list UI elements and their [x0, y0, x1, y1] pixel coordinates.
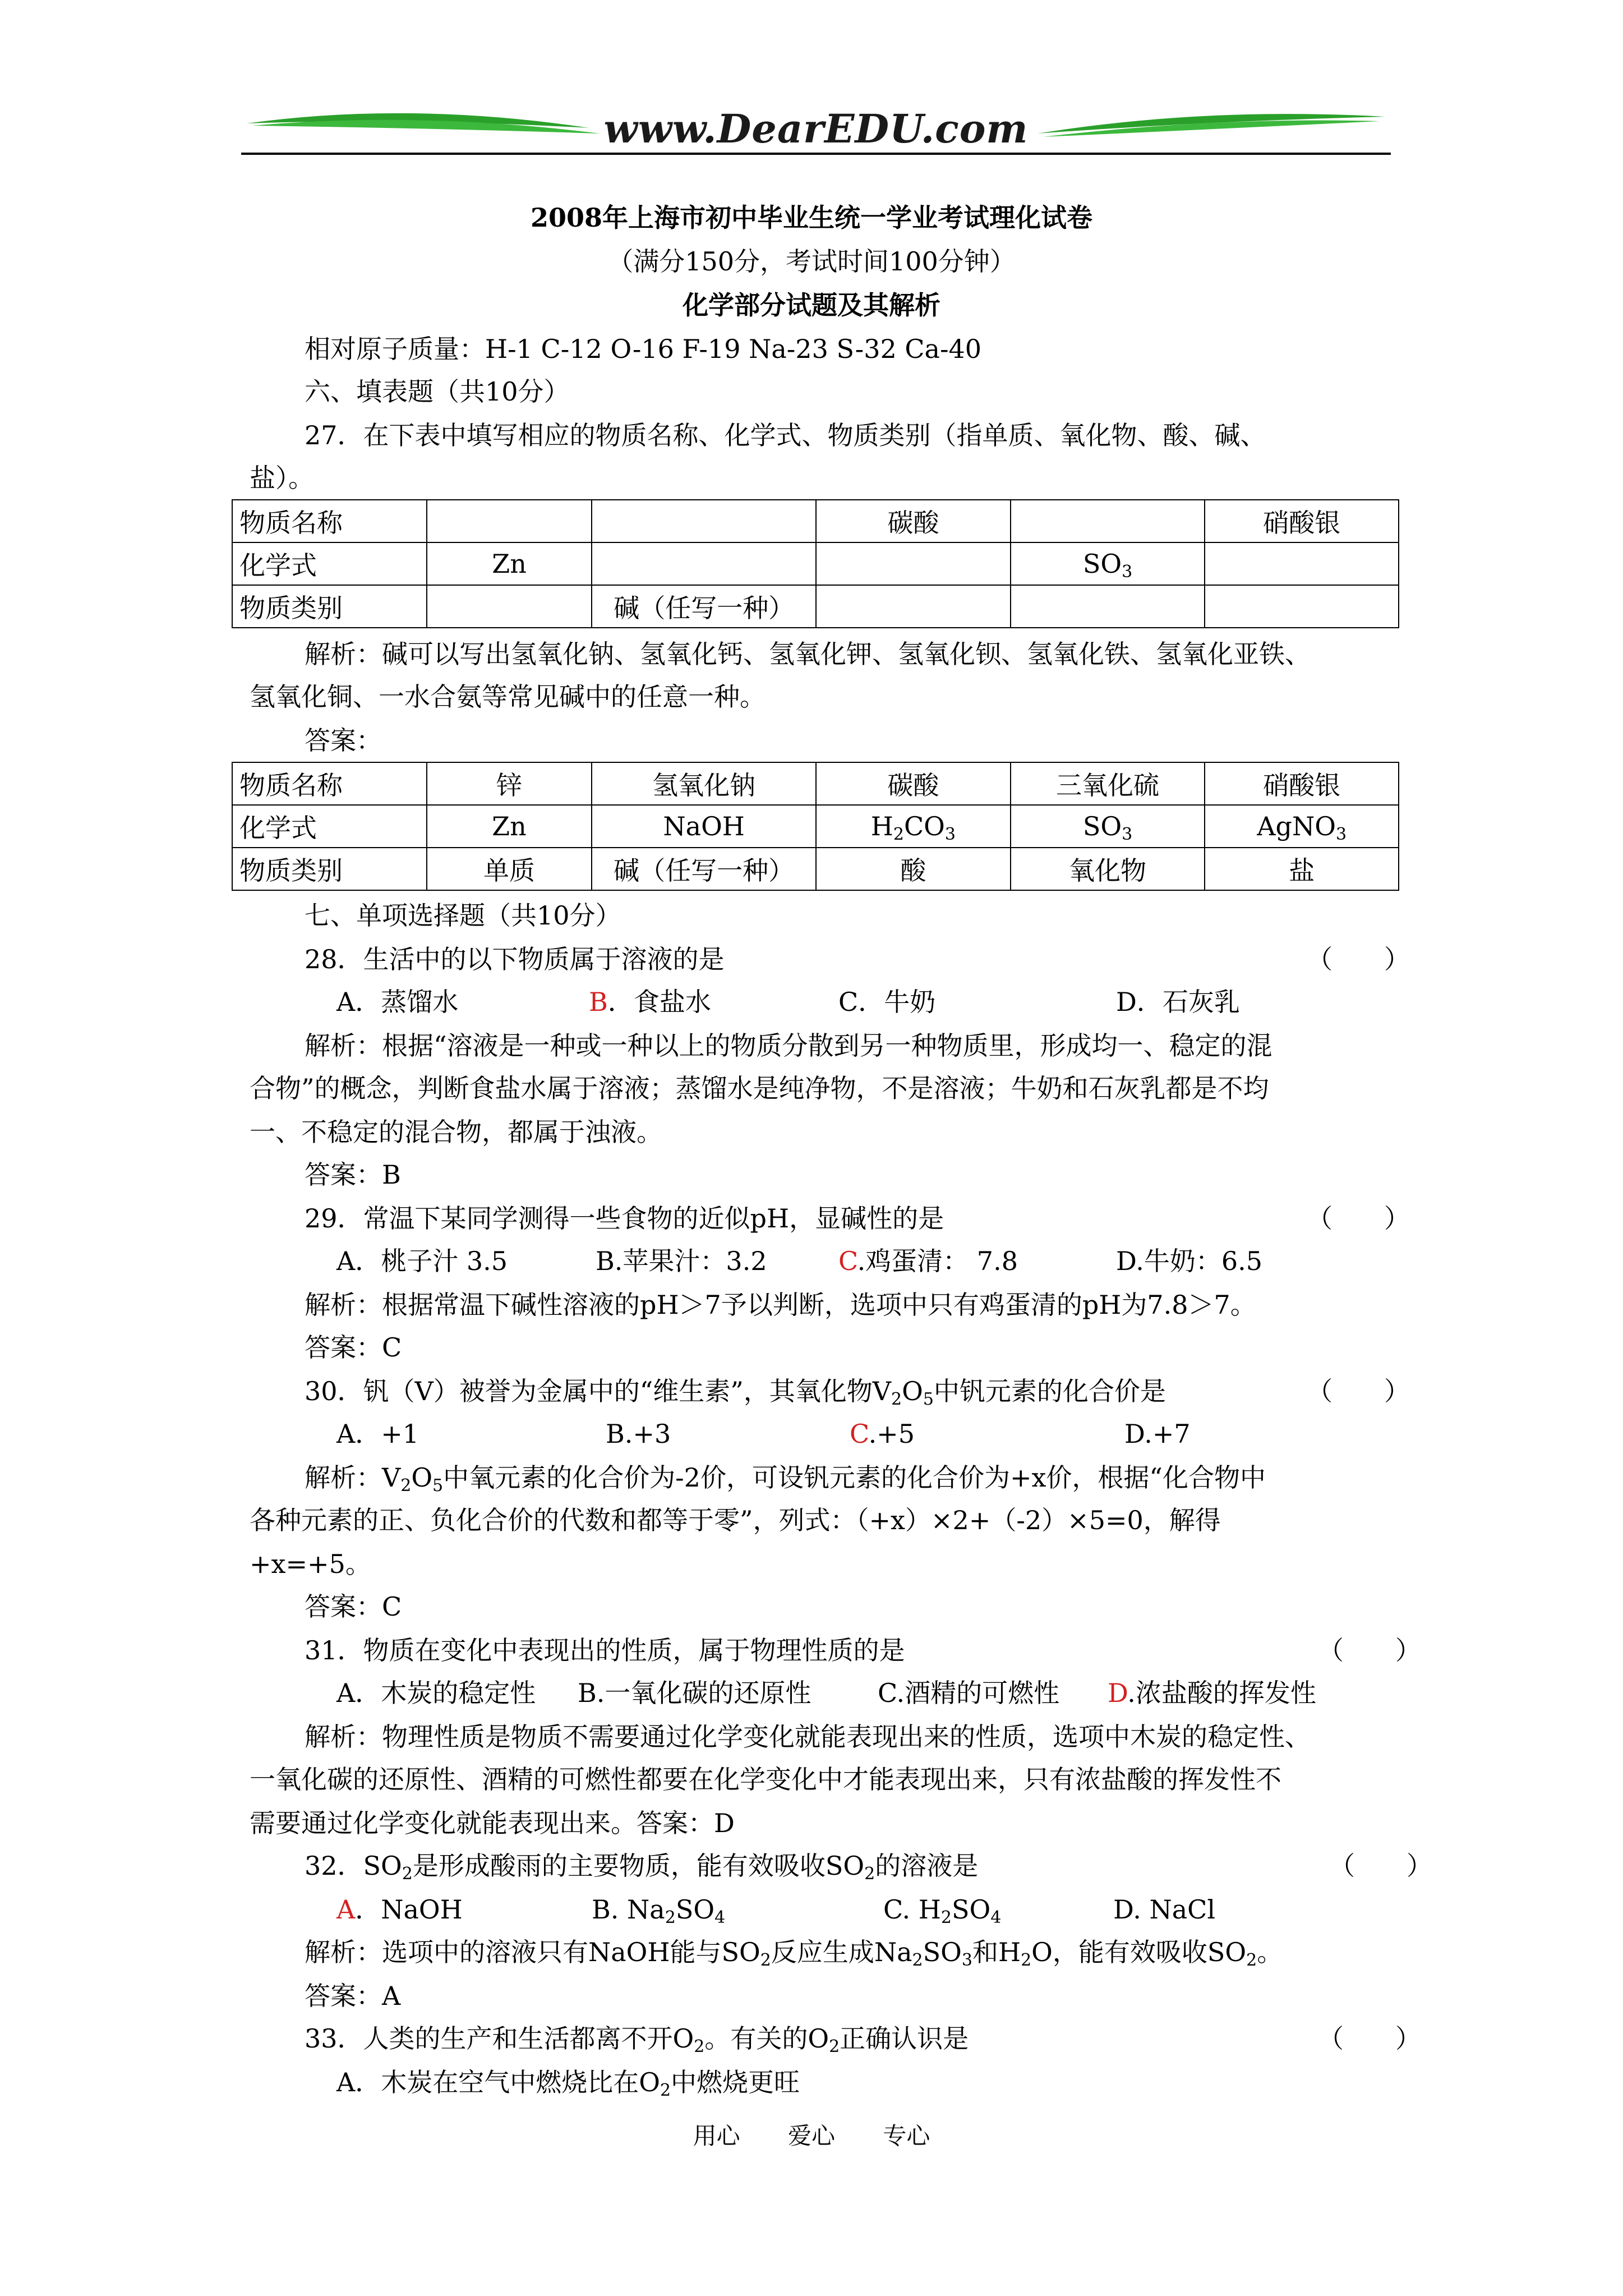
q32-analysis: 解析：选项中的溶液只有NaOH能与$SO_2$反应生成$Na_2SO_3$和$H_2O$，能有效吸收$SO_2$。	[305, 1937, 1283, 1970]
q30-stem: 30．钒（V）被誉为金属中的“维生素”，其氧化物$V_2O_5$中钒元素的化合价是	[305, 1376, 1166, 1409]
header-rule	[241, 153, 1391, 155]
q27-answer-table	[232, 762, 1399, 891]
table-cell: 硝酸银	[1205, 762, 1399, 805]
table-cell	[592, 500, 816, 542]
footer-text: 爱心	[787, 2122, 835, 2150]
table-row	[232, 762, 1399, 805]
table-cell: 碱（任写一种）	[592, 848, 816, 890]
table-cell: $SO_3$	[1011, 542, 1205, 585]
table-cell: 硝酸银	[1205, 500, 1399, 542]
q31-option-d: D.浓盐酸的挥发性	[1108, 1678, 1316, 1708]
q29-option-d: D.牛奶：6.5	[1116, 1246, 1263, 1276]
table-row	[232, 805, 1399, 848]
q30-option-a: A．+1	[336, 1419, 419, 1449]
table-cell	[1011, 585, 1205, 628]
q28-option-d: D．石灰乳	[1116, 987, 1240, 1017]
q31-option-b: B.一氧化碳的还原性	[578, 1678, 811, 1708]
q29-answer: 答案：C	[305, 1332, 402, 1363]
atomic-mass-line: 相对原子质量：H-1 C-12 O-16 F-19 Na-23 S-32 Ca-40	[305, 334, 982, 364]
q32-option-c: C. $H_2SO_4$	[883, 1894, 1002, 1927]
q29-option-a: A．桃子汁 3.5	[336, 1246, 508, 1276]
table-cell: Zn	[427, 805, 592, 848]
table-row	[232, 500, 1399, 542]
table-cell	[816, 542, 1011, 585]
q30-analysis-cont2: +x=+5。	[250, 1549, 371, 1579]
q31-stem: 31．物质在变化中表现出的性质，属于物理性质的是	[305, 1635, 905, 1665]
table-cell	[427, 500, 592, 542]
site-url: www.DearEDU.com	[603, 105, 1029, 152]
q28-answer: 答案：B	[305, 1159, 401, 1190]
table-cell: 单质	[427, 848, 592, 890]
part6-heading: 六、填表题（共10分）	[305, 376, 570, 407]
q33-stem: 33．人类的生产和生活都离不开$O_2$。有关的$O_2$正确认识是	[305, 2023, 969, 2056]
footer-text: 用心	[693, 2122, 740, 2150]
q30-analysis: 解析：$V_2O_5$中氧元素的化合价为-2价，可设钒元素的化合价为+x价，根据“化合物中	[305, 1462, 1266, 1496]
answer-blank: （ ）	[1318, 1635, 1421, 1665]
answer-blank: （ ）	[1307, 1376, 1410, 1406]
site-header	[241, 101, 1391, 163]
page-footer	[0, 2118, 1623, 2151]
table-cell: $SO_3$	[1011, 805, 1205, 848]
q30-option-b: B.+3	[606, 1419, 671, 1449]
q28-analysis-cont2: 一、不稳定的混合物，都属于浊液。	[250, 1117, 662, 1147]
table-cell: Zn	[427, 542, 592, 585]
table-cell: 碳酸	[816, 500, 1011, 542]
q30-analysis-cont: 各种元素的正、负化合价的代数和都等于零”，列式：（+x）×2+（-2）×5=0，解得	[250, 1505, 1221, 1535]
table-cell	[427, 585, 592, 628]
q32-option-d: D. NaCl	[1113, 1894, 1216, 1925]
q28-option-c: C．牛奶	[838, 987, 936, 1017]
table-cell: 氧化物	[1011, 848, 1205, 890]
table-cell	[1205, 542, 1399, 585]
q28-stem: 28．生活中的以下物质属于溶液的是	[305, 944, 725, 974]
answer-blank: （ ）	[1329, 1851, 1432, 1881]
answer-blank: （ ）	[1307, 944, 1410, 974]
q28-analysis: 解析：根据“溶液是一种或一种以上的物质分散到另一种物质里，形成均一、稳定的混	[305, 1030, 1272, 1061]
table-row	[232, 585, 1399, 628]
table-cell: 锌	[427, 762, 592, 805]
q27-answer-label: 答案：	[305, 725, 382, 756]
table-cell	[592, 542, 816, 585]
q29-option-b: B.苹果汁：3.2	[596, 1246, 767, 1276]
table-cell: 物质类别	[232, 848, 427, 890]
q27-analysis: 解析：碱可以写出氢氧化钠、氢氧化钙、氢氧化钾、氢氧化钡、氢氧化铁、氢氧化亚铁、	[305, 639, 1311, 669]
q27-analysis-cont: 氢氧化铜、一水合氨等常见碱中的任意一种。	[250, 682, 766, 712]
q29-analysis: 解析：根据常温下碱性溶液的pH＞7予以判断，选项中只有鸡蛋清的pH为7.8＞7。	[305, 1290, 1256, 1320]
table-cell: 物质类别	[232, 585, 427, 628]
q32-answer: 答案：A	[305, 1981, 401, 2011]
table-cell: 酸	[816, 848, 1011, 890]
table-cell: NaOH	[592, 805, 816, 848]
q31-analysis: 解析：物理性质是物质不需要通过化学变化就能表现出来的性质，选项中木炭的稳定性、	[305, 1722, 1311, 1752]
footer-text: 专心	[883, 2122, 930, 2150]
q33-option-a: A．木炭在空气中燃烧比在$O_2$中燃烧更旺	[336, 2067, 800, 2100]
q27-stem-cont: 盐）。	[250, 463, 314, 493]
table-cell: AgNO$_3$	[1205, 805, 1399, 848]
q27-stem: 27．在下表中填写相应的物质名称、化学式、物质类别（指单质、氧化物、酸、碱、	[305, 420, 1266, 450]
q31-analysis-cont: 一氧化碳的还原性、酒精的可燃性都要在化学变化中才能表现出来，只有浓盐酸的挥发性不	[250, 1764, 1281, 1795]
q28-option-a: A．蒸馏水	[336, 987, 459, 1017]
table-cell	[816, 585, 1011, 628]
q28-option-b: B．食盐水	[589, 987, 711, 1017]
table-cell: $H_2CO_3$	[816, 805, 1011, 848]
table-cell: 化学式	[232, 542, 427, 585]
table-cell: 化学式	[232, 805, 427, 848]
q30-option-d: D.+7	[1124, 1419, 1191, 1449]
table-row	[232, 848, 1399, 890]
table-row	[232, 542, 1399, 585]
q31-option-c: C.酒精的可燃性	[878, 1678, 1060, 1708]
part7-heading: 七、单项选择题（共10分）	[305, 900, 621, 931]
table-cell: 氢氧化钠	[592, 762, 816, 805]
table-cell: 盐	[1205, 848, 1399, 890]
q31-analysis-cont2: 需要通过化学变化就能表现出来。答案：D	[250, 1808, 735, 1838]
table-cell: 物质名称	[232, 762, 427, 805]
answer-blank: （ ）	[1307, 1203, 1410, 1234]
answer-blank: （ ）	[1318, 2023, 1421, 2054]
q27-table	[232, 499, 1399, 628]
q31-option-a: A．木炭的稳定性	[336, 1678, 536, 1708]
q30-answer: 答案：C	[305, 1591, 402, 1622]
q28-analysis-cont: 合物”的概念，判断食盐水属于溶液；蒸馏水是纯净物，不是溶液；牛奶和石灰乳都是不均	[250, 1073, 1269, 1103]
table-cell: 三氧化硫	[1011, 762, 1205, 805]
table-cell	[1011, 500, 1205, 542]
table-cell	[1205, 585, 1399, 628]
table-cell: 碳酸	[816, 762, 1011, 805]
table-cell: 物质名称	[232, 500, 427, 542]
q29-option-c: C.鸡蛋清： 7.8	[838, 1246, 1018, 1276]
q32-option-a: A．NaOH	[336, 1894, 463, 1925]
q30-option-c: C.+5	[850, 1419, 915, 1449]
table-cell: 碱（任写一种）	[592, 585, 816, 628]
exam-subtitle: （满分150分，考试时间100分钟）	[607, 246, 1016, 277]
section-title: 化学部分试题及其解析	[683, 290, 940, 320]
exam-title: 2008年上海市初中毕业生统一学业考试理化试卷	[530, 203, 1093, 233]
q32-option-b: B. $Na_2SO_4$	[592, 1894, 726, 1927]
q29-stem: 29．常温下某同学测得一些食物的近似pH，显碱性的是	[305, 1203, 944, 1234]
q32-stem: 32．$SO_2$是形成酸雨的主要物质，能有效吸收$SO_2$的溶液是	[305, 1851, 979, 1884]
